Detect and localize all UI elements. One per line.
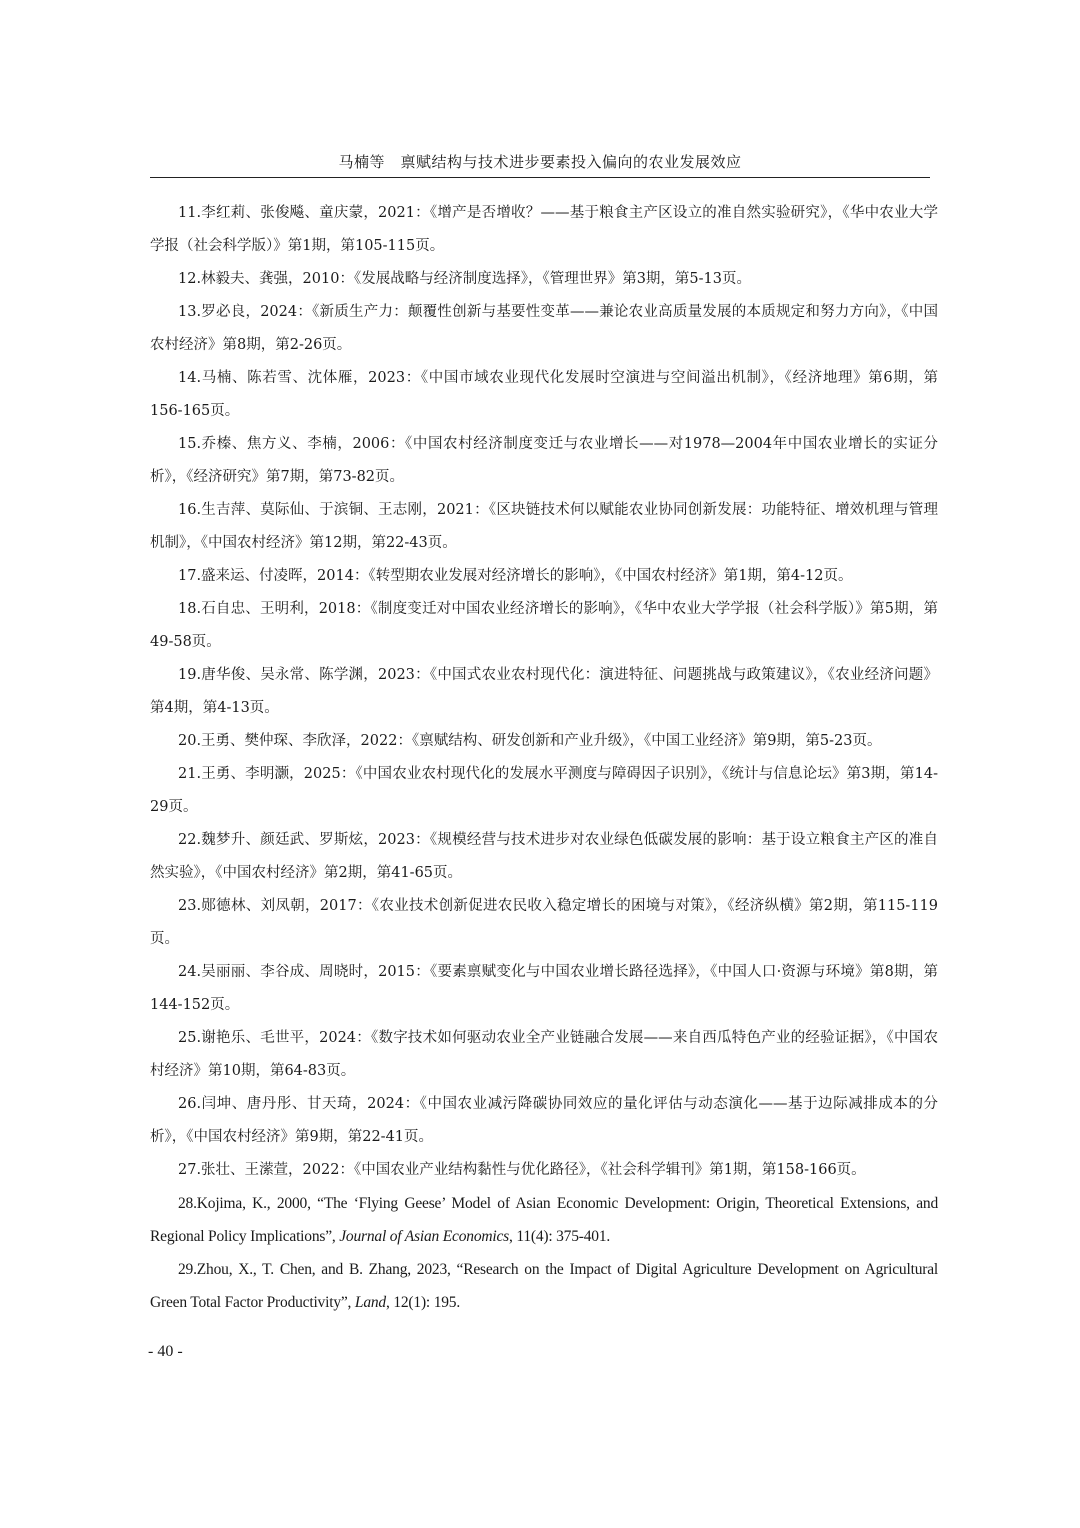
reference-item: 13.罗必良，2024：《新质生产力：颠覆性创新与基要性变革——兼论农业高质量发展的本质规定和努力方向》，《中国农村经济》第8期，第2-26页。: [150, 304, 938, 353]
reference-item: 21.王勇、李明灏，2025：《中国农业农村现代化的发展水平测度与障碍因子识别》，《统计与信息论坛》第3期，第14-29页。: [150, 766, 938, 815]
reference-item: 11.李红莉、张俊飚、童庆蒙，2021：《增产是否增收？——基于粮食主产区设立的准自然实验研究》，《华中农业大学学报（社会科学版）》第1期，第105-115页。: [150, 205, 938, 254]
reference-journal: Land: [354, 1294, 386, 1311]
reference-list: [150, 197, 938, 1319]
reference-item: 20.王勇、樊仲琛、李欣泽，2022：《禀赋结构、研发创新和产业升级》，《中国工业经济》第9期，第5-23页。: [178, 733, 882, 749]
reference-item-english: [150, 1253, 938, 1319]
reference-item: 12.林毅夫、龚强，2010：《发展战略与经济制度选择》，《管理世界》第3期，第5-13页。: [178, 271, 752, 287]
reference-journal: Journal of Asian Economics: [339, 1228, 509, 1245]
reference-item: 26.闫坤、唐丹彤、甘天琦，2024：《中国农业减污降碳协同效应的量化评估与动态演化——基于边际减排成本的分析》，《中国农村经济》第9期，第22-41页。: [150, 1096, 938, 1145]
reference-item-english: [150, 1187, 938, 1253]
header-rule: [150, 177, 930, 178]
reference-item: 14.马楠、陈若雪、沈体雁，2023：《中国市域农业现代化发展时空演进与空间溢出机制》，《经济地理》第6期，第156-165页。: [150, 370, 938, 419]
reference-item: 25.谢艳乐、毛世平，2024：《数字技术如何驱动农业全产业链融合发展——来自西瓜特色产业的经验证据》，《中国农村经济》第10期，第64-83页。: [150, 1030, 938, 1079]
reference-item: 16.生吉萍、莫际仙、于滨铜、王志刚，2021：《区块链技术何以赋能农业协同创新发展：功能特征、增效机理与管理机制》，《中国农村经济》第12期，第22-43页。: [150, 502, 938, 551]
reference-citation: 29.Zhou, X., T. Chen, and B. Zhang, 2023, “Research on the Impact of Digital Agriculture Development on Agricultural Green Total Factor Productivity”,: [150, 1261, 938, 1311]
running-header: 马楠等 禀赋结构与技术进步要素投入偏向的农业发展效应: [338, 153, 742, 171]
reference-citation: 28.Kojima, K., 2000, “The ‘Flying Geese’ Model of Asian Economic Development: Origin, Theoretical Extensions, and Regional Policy Implications”,: [150, 1195, 938, 1245]
page-number: - 40 -: [148, 1343, 183, 1360]
reference-item: 27.张壮、王潆萱，2022：《中国农业产业结构黏性与优化路径》，《社会科学辑刊》第1期，第158-166页。: [178, 1162, 866, 1178]
reference-item: 15.乔榛、焦方义、李楠，2006：《中国农村经济制度变迁与农业增长——对1978—2004年中国农业增长的实证分析》，《经济研究》第7期，第73-82页。: [150, 436, 938, 485]
reference-item: 24.吴丽丽、李谷成、周晓时，2015：《要素禀赋变化与中国农业增长路径选择》，《中国人口·资源与环境》第8期，第144-152页。: [150, 964, 938, 1013]
reference-item: 19.唐华俊、吴永常、陈学渊，2023：《中国式农业农村现代化：演进特征、问题挑战与政策建议》，《农业经济问题》第4期，第4-13页。: [150, 667, 938, 716]
reference-item: 22.魏梦升、颜廷武、罗斯炫，2023：《规模经营与技术进步对农业绿色低碳发展的影响：基于设立粮食主产区的准自然实验》，《中国农村经济》第2期，第41-65页。: [150, 832, 938, 881]
reference-volume-pages: , 11(4): 375-401.: [509, 1228, 611, 1245]
reference-item: 17.盛来运、付凌晖，2014：《转型期农业发展对经济增长的影响》，《中国农村经济》第1期，第4-12页。: [178, 568, 853, 584]
reference-item: 23.郧德林、刘凤朝，2017：《农业技术创新促进农民收入稳定增长的困境与对策》，《经济纵横》第2期，第115-119页。: [150, 898, 938, 947]
reference-item: 18.石自忠、王明利，2018：《制度变迁对中国农业经济增长的影响》，《华中农业大学学报（社会科学版）》第5期，第49-58页。: [150, 601, 938, 650]
reference-volume-pages: , 12(1): 195.: [385, 1294, 461, 1311]
